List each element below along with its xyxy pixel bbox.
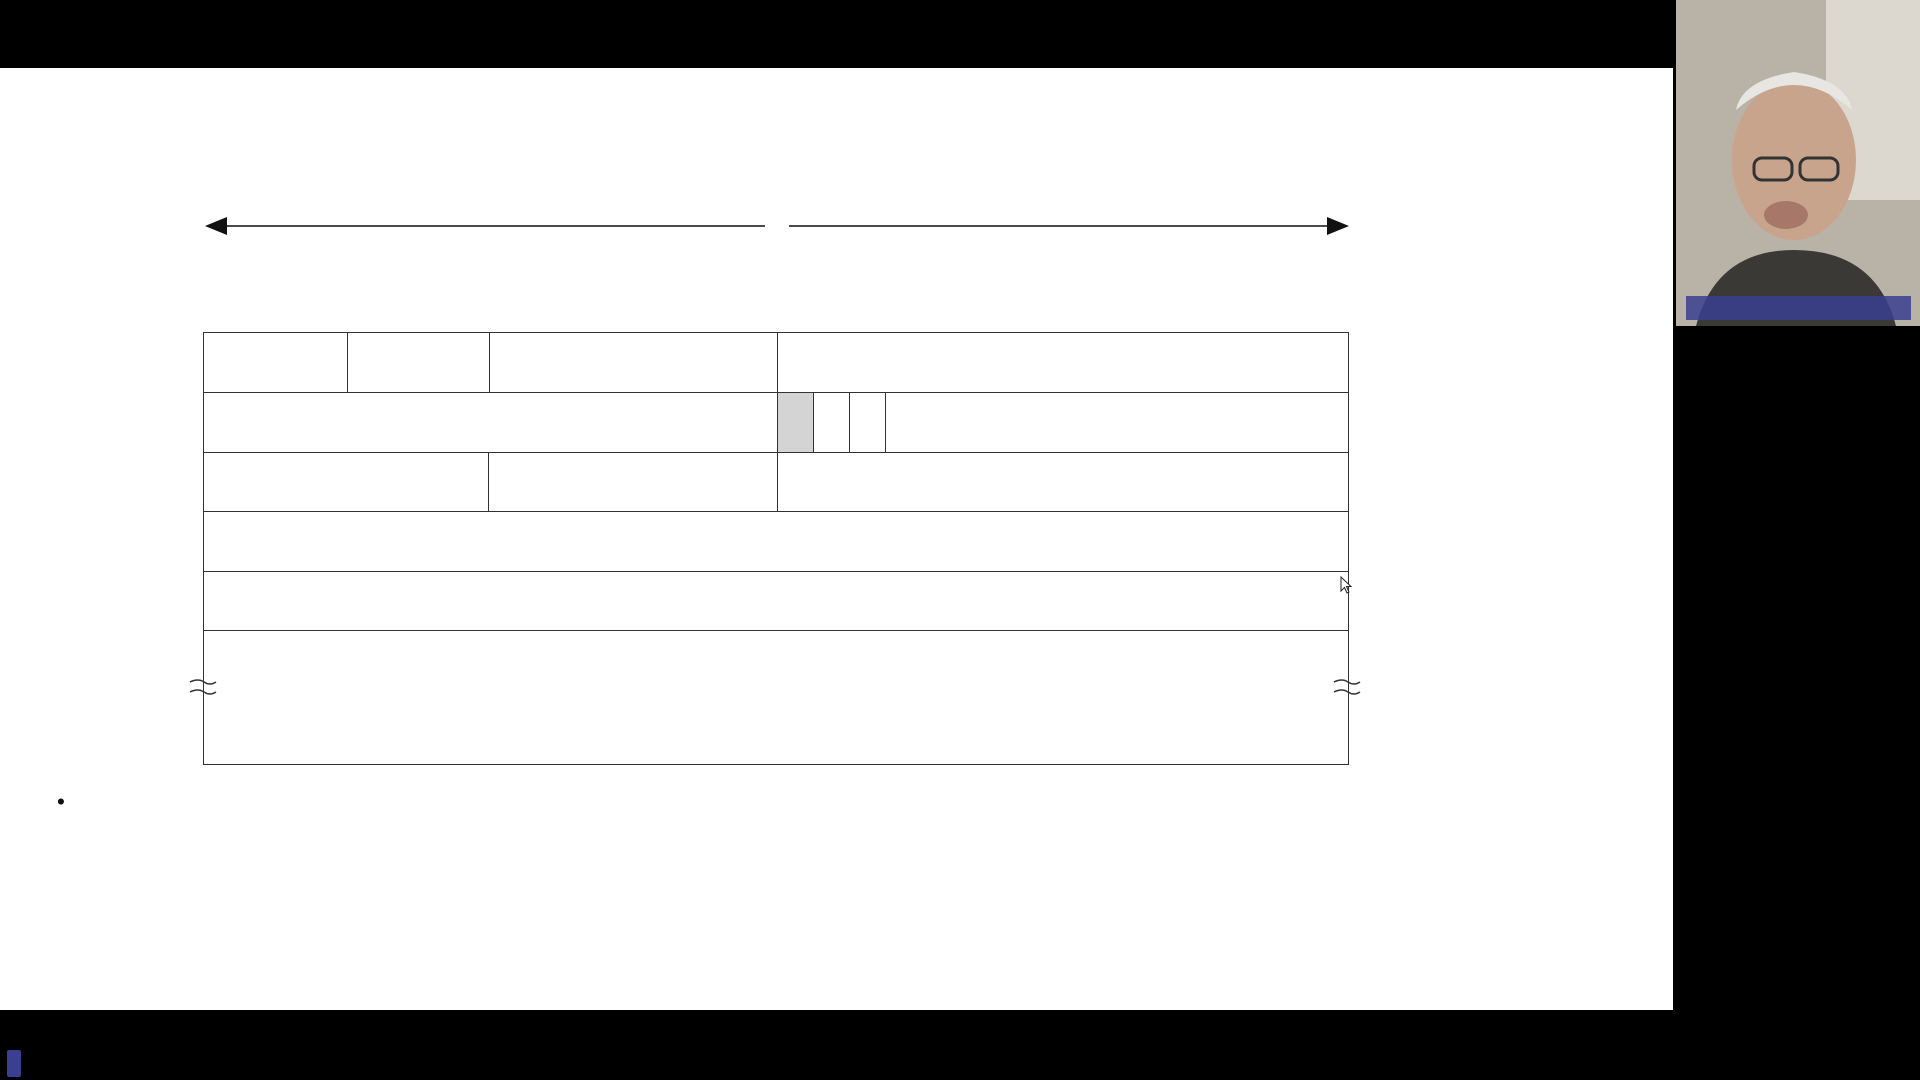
presenter-video-name [1686, 296, 1911, 320]
presenter-video-tile[interactable] [1676, 0, 1920, 326]
field-fragment-offset [886, 393, 1348, 453]
presentation-slide [0, 68, 1673, 1010]
field-total-length [778, 333, 1348, 393]
field-destination-address [204, 572, 1348, 631]
field-header-checksum [778, 453, 1348, 512]
bit-ruler [202, 271, 1352, 305]
field-dscp [490, 333, 778, 393]
break-mark-left-icon [188, 672, 218, 706]
bits-width-arrow [205, 210, 1349, 242]
mouse-cursor-icon [1340, 576, 1354, 596]
field-df-flag [814, 393, 850, 453]
bits-label [765, 213, 789, 240]
presenter-name-label [7, 1050, 21, 1077]
field-identifier [204, 393, 778, 453]
field-reserved-bit [778, 393, 814, 453]
field-options [204, 631, 1348, 763]
field-ttl [204, 453, 489, 512]
ipv4-header-diagram [203, 332, 1349, 765]
field-mf-flag [850, 393, 886, 453]
field-protocol [489, 453, 778, 512]
participants-panel [1673, 0, 1920, 1080]
field-version [204, 333, 348, 393]
break-mark-right-icon [1332, 672, 1362, 706]
field-ihl [348, 333, 490, 393]
field-source-address [204, 512, 1348, 572]
presenter-video-frame [1676, 0, 1920, 326]
